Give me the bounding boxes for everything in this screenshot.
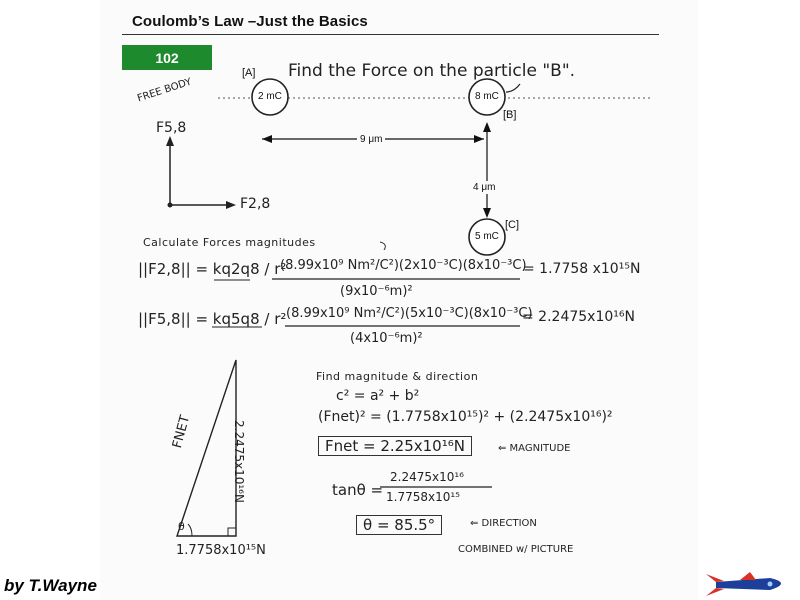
label-b: [B] [503,109,517,121]
author-byline: by T.Wayne [4,576,97,595]
eq1-lhs: ||F2,8|| = kq2q8 / r² [138,260,287,278]
tan-numerator: 2.2475x10¹⁶ [390,470,464,484]
tan-lhs: tanθ = [332,481,384,499]
eq2-denominator: (4x10⁻⁶m)² [350,331,423,346]
charge-b: 8 mC [475,91,499,102]
force-x-label: F2,8 [240,196,271,212]
force-triangle [177,360,236,536]
eq2-result: = 2.2475x10¹⁶N [522,309,635,325]
triangle-base-label: 1.7758x10¹⁵N [176,543,266,558]
label-c: [C] [505,219,520,231]
force-y-label: F5,8 [156,120,187,136]
label-a: [A] [242,67,256,79]
eq2-lhs: ||F5,8|| = kq5q8 / r² [138,310,287,328]
charge-c: 5 mC [475,231,499,242]
fnet-result: Fnet = 2.25x10¹⁶N [318,436,472,456]
eq1-numerator: (8.99x10⁹ Nm²/C²)(2x10⁻³C)(8x10⁻³C) [280,258,527,273]
tan-denominator: 1.7758x10¹⁵ [386,490,460,504]
pythagorean-formula: c² = a² + b² [336,388,420,404]
triangle-angle-label: θ [178,520,185,533]
magnitude-note: ⇐ MAGNITUDE [498,443,571,454]
eq2-numerator: (8.99x10⁹ Nm²/C²)(5x10⁻³C)(8x10⁻³C) [286,306,533,321]
direction-note: ⇐ DIRECTION [470,518,537,529]
charge-a: 2 mC [258,91,282,102]
page-title: Coulomb’s Law –Just the Basics [132,13,368,30]
eq1-result: = 1.7758 x10¹⁵N [523,261,641,277]
distance-bc: 4 μm [473,182,496,193]
fnet-squared: (Fnet)² = (1.7758x10¹⁵)² + (2.2475x10¹⁶)² [318,409,613,425]
problem-prompt: Find the Force on the particle "B". [288,61,576,81]
distance-ab: 9 μm [357,134,385,145]
theta-result: θ = 85.5° [356,515,442,535]
find-heading: Find magnitude & direction [316,370,479,383]
page-number-badge: 102 [122,45,212,70]
rocket-logo-icon [706,572,781,596]
triangle-hypotenuse-label: FNET [170,413,194,450]
triangle-side-label: 2.2475x10¹⁶N [232,420,246,503]
calc-heading: Calculate Forces magnitudes [143,236,316,249]
combined-note: COMBINED w/ PICTURE [458,544,574,555]
eq1-denominator: (9x10⁻⁶m)² [340,284,413,299]
free-body-label: FREE BODY [136,76,193,105]
